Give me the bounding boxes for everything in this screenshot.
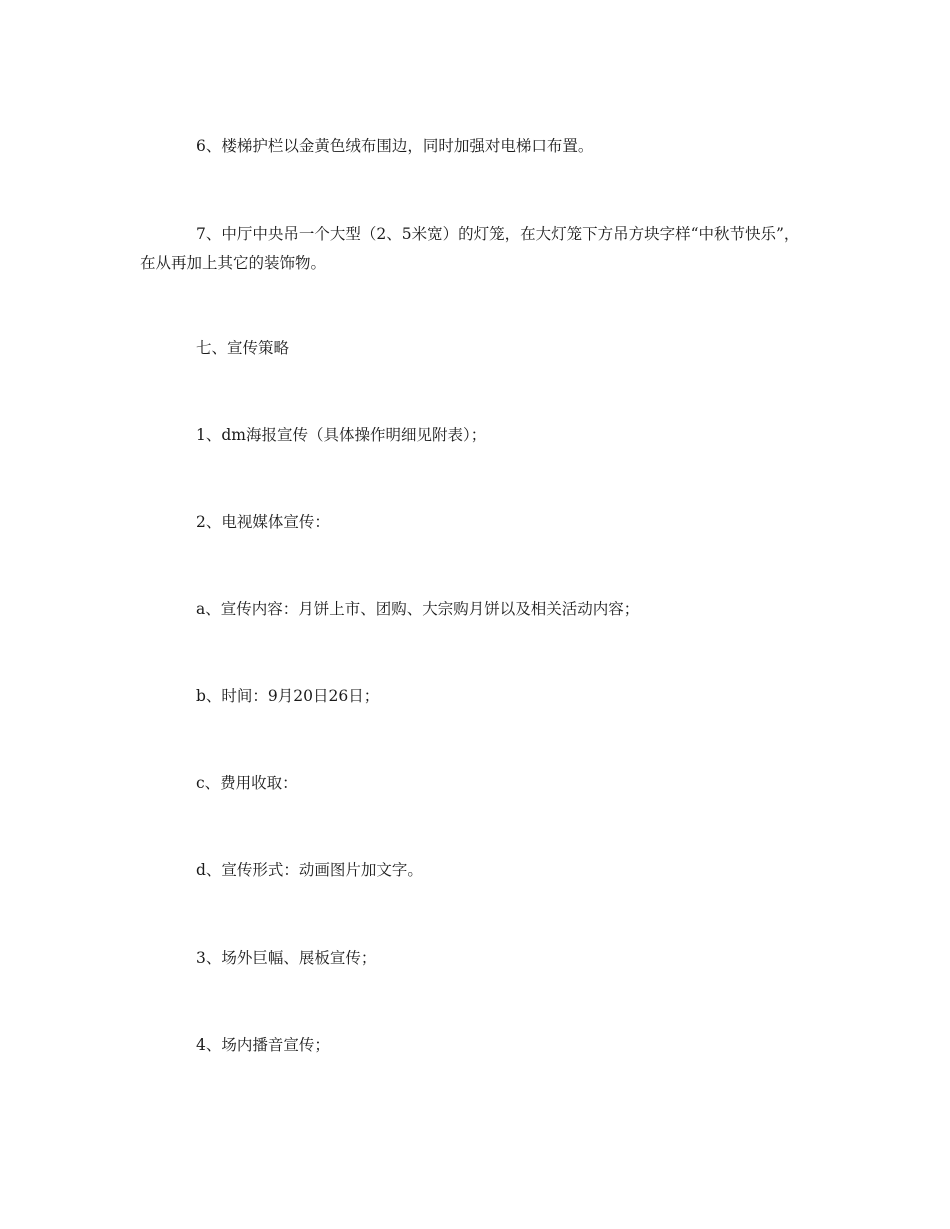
paragraph-tv-media: 2、电视媒体宣传： [196, 513, 330, 531]
paragraph-tv-content: a、宣传内容：月饼上市、团购、大宗购月饼以及相关活动内容； [196, 600, 640, 618]
paragraph-stair-railing: 6、楼梯护栏以金黄色绒布围边，同时加强对电梯口布置。 [196, 137, 594, 155]
paragraph-tv-format: d、宣传形式：动画图片加文字。 [196, 861, 423, 879]
paragraph-tv-fee: c、费用收取： [196, 774, 298, 792]
paragraph-indoor-broadcast: 4、场内播音宣传； [196, 1036, 330, 1054]
paragraph-dm-poster: 1、dm海报宣传（具体操作明细见附表）； [196, 426, 487, 444]
paragraph-tv-time: b、时间：9月20日26日； [196, 687, 380, 705]
section-heading-promotion: 七、宣传策略 [196, 339, 290, 357]
paragraph-outdoor-banner: 3、场外巨幅、展板宣传； [196, 949, 377, 967]
paragraph-lantern: 7、中厅中央吊一个大型（2、5米宽）的灯笼，在大灯笼下方吊方块字样“中秋节快乐”，在从再加上其它的装饰物。 [140, 225, 800, 272]
